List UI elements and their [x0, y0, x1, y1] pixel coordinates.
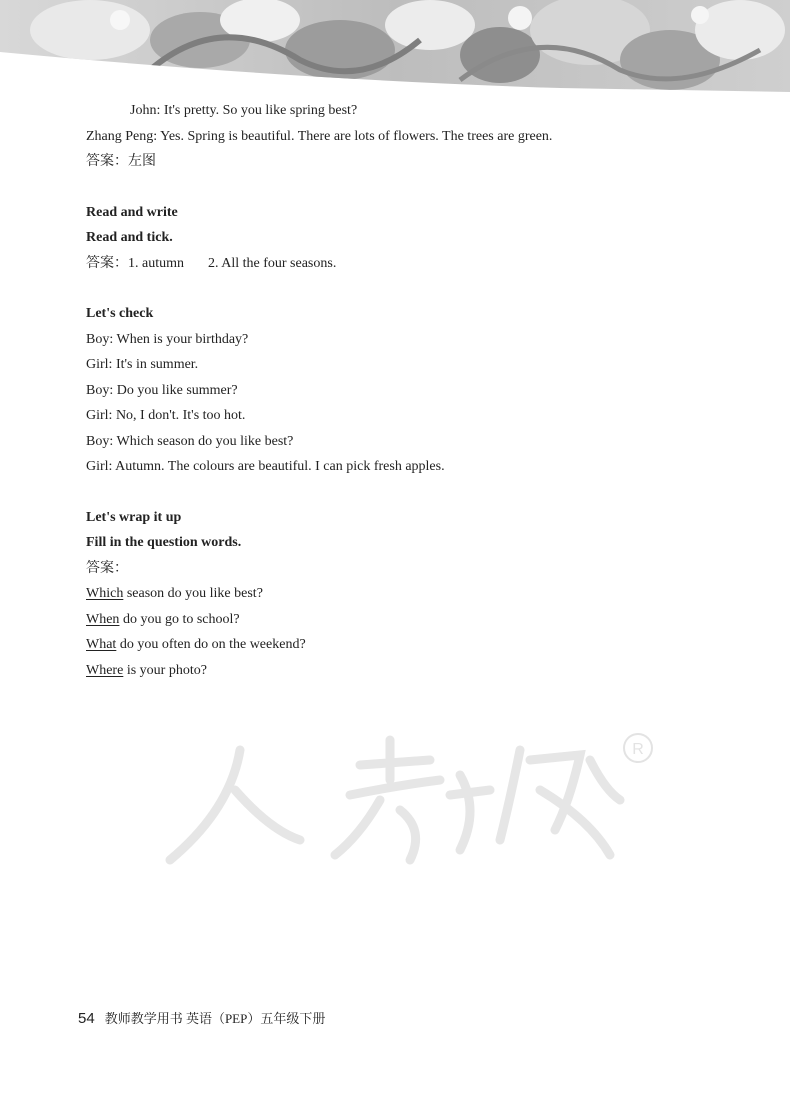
section-heading-lets-wrap-it-up: Let's wrap it up	[86, 509, 182, 525]
question-word: When	[86, 611, 120, 627]
check-dialogue-line: Boy: When is your birthday?	[86, 331, 249, 347]
answer-label: 答案：	[86, 560, 128, 576]
question-word-item	[86, 658, 776, 684]
dialogue-line-zhang-peng: Zhang Peng: Yes. Spring is beautiful. There are lots of flowers. The trees are green.	[86, 128, 553, 144]
question-rest: season do you like best?	[123, 586, 263, 601]
answer-read-and-tick	[86, 251, 776, 277]
question-word-item	[86, 581, 776, 607]
question-word: Which	[86, 586, 124, 601]
check-dialogue-line: Girl: It's in summer.	[86, 357, 199, 372]
page-number: 54	[78, 1010, 95, 1027]
answer-read-and-tick-part1: 答案：1. autumn	[86, 255, 184, 271]
section-heading-lets-check: Let's check	[86, 306, 154, 321]
answer-left-picture: 答案：左图	[86, 154, 156, 169]
subheading-fill-question-words: Fill in the question words.	[86, 535, 242, 550]
question-rest: is your photo?	[123, 662, 207, 678]
question-rest: do you often do on the weekend?	[116, 637, 306, 652]
answer-read-and-tick-part2: 2. All the four seasons.	[208, 255, 337, 271]
check-dialogue-line: Girl: No, I don't. It's too hot.	[86, 408, 246, 423]
question-rest: do you go to school?	[119, 611, 240, 627]
book-title: 教师教学用书 英语（PEP）五年级下册	[104, 1011, 326, 1026]
publisher-watermark-logo	[160, 720, 660, 870]
svg-text:R: R	[632, 741, 644, 758]
floral-header-banner	[0, 0, 790, 92]
question-word: What	[86, 637, 117, 652]
section-heading-read-and-write: Read and write	[86, 204, 178, 220]
page-content	[86, 98, 776, 683]
dialogue-line-john: John: It's pretty. So you like spring best?	[130, 103, 358, 118]
question-word-item	[86, 632, 776, 658]
check-dialogue-line: Boy: Do you like summer?	[86, 382, 238, 398]
page-footer	[78, 1008, 325, 1027]
check-dialogue-line: Boy: Which season do you like best?	[86, 433, 294, 449]
question-word: Where	[86, 662, 124, 678]
question-word-item	[86, 607, 776, 633]
check-dialogue-line: Girl: Autumn. The colours are beautiful. I can pick fresh apples.	[86, 459, 445, 474]
subheading-read-and-tick: Read and tick.	[86, 230, 173, 245]
